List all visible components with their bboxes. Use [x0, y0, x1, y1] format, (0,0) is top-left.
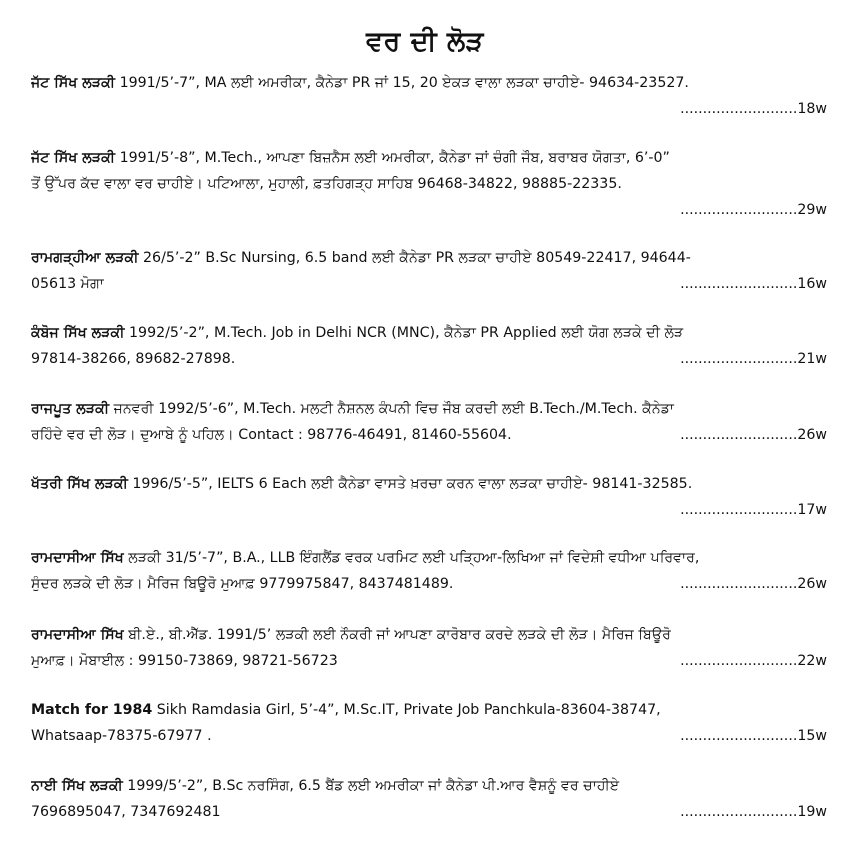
classified-ad: [31, 145, 827, 223]
ad-line: [31, 622, 827, 648]
ad-code: ..........................17w: [680, 502, 827, 518]
ad-code: ..........................26w: [680, 576, 827, 592]
ad-line-2: ਮੁਆਫ਼। ਮੋਬਾਈਲ : 99150-73869, 98721-56723: [31, 653, 338, 669]
ad-heading: Match for 1984: [31, 702, 153, 718]
classified-ad: [31, 245, 827, 297]
ad-line-2: 97814-38266, 89682-27898.: [31, 351, 236, 367]
classified-ad: [31, 545, 827, 597]
ad-text: ਲੜਕੀ 31/5’-7”, B.A., LLB ਇੰਗਲੈਂਡ ਵਰਕ ਪਰਮਿਟ ਲਈ ਪੜ੍ਹਿਆ-ਲਿਖਿਆ ਜਾਂ ਵਿਦੇਸ਼ੀ ਵਧੀਆ ਪਰਿਵਾਰ,: [123, 550, 700, 566]
ad-code: ..........................29w: [680, 202, 827, 218]
ad-line-2: Whatsaap-78375-67977 .: [31, 728, 212, 744]
ad-line: [31, 471, 827, 497]
ad-heading: ਰਾਮਦਾਸੀਆ ਸਿੱਖ: [31, 550, 124, 566]
ad-line-2: ਰਹਿੰਦੇ ਵਰ ਦੀ ਲੋੜ। ਦੁਆਬੇ ਨੂੰ ਪਹਿਲ। Contact : 98776-46491, 81460-55604.: [31, 427, 512, 443]
ad-heading: ਕੰਬੋਜ ਸਿੱਖ ਲੜਕੀ: [31, 325, 125, 341]
ad-code: ..........................21w: [680, 351, 827, 367]
ad-code: ..........................26w: [680, 427, 827, 443]
ad-line: [31, 245, 827, 271]
ad-heading: ਰਾਮਗੜ੍ਹੀਆ ਲੜਕੀ: [31, 250, 139, 266]
ad-heading: ਰਾਜਪੂਤ ਲੜਕੀ: [31, 401, 110, 417]
classified-ad: [31, 773, 827, 825]
ad-line: [31, 545, 827, 571]
ad-line: [31, 70, 827, 96]
classified-ad: [31, 396, 827, 448]
ad-line-2-row: [31, 723, 827, 749]
ad-line-2-row: [31, 648, 827, 674]
ad-line-2: 7696895047, 7347692481: [31, 804, 221, 820]
ad-line-2-row: [31, 571, 827, 597]
ad-code: ..........................16w: [680, 276, 827, 292]
ad-line-2-row: [31, 271, 827, 297]
ad-text: 1999/5’-2”, B.Sc ਨਰਸਿੰਗ, 6.5 ਬੈਂਡ ਲਈ ਅਮਰੀਕਾ ਜਾਂ ਕੈਨੇਡਾ ਪੀ.ਆਰ ਵੈਸ਼ਨੂੰ ਵਰ ਚਾਹੀਏ: [122, 778, 620, 794]
ad-code: ..........................19w: [680, 804, 827, 820]
ad-text: ਬੀ.ਏ., ਬੀ.ਐੱਡ. 1991/5’ ਲੜਕੀ ਲਈ ਨੌਕਰੀ ਜਾਂ ਆਪਣਾ ਕਾਰੋਬਾਰ ਕਰਦੇ ਲੜਕੇ ਦੀ ਲੋੜ। ਮੈਰਿਜ ਬਿਊਰੋ: [123, 627, 671, 643]
ad-line: [31, 145, 827, 171]
ad-line-2-row: [31, 422, 827, 448]
ad-heading: ਰਾਮਦਾਸੀਆ ਸਿੱਖ: [31, 627, 124, 643]
ad-code: ..........................15w: [680, 728, 827, 744]
classified-ad: [31, 320, 827, 372]
ad-text: 1991/5’-8”, M.Tech., ਆਪਣਾ ਬਿਜ਼ਨੈਸ ਲਈ ਅਮਰੀਕਾ, ਕੈਨੇਡਾ ਜਾਂ ਚੰਗੀ ਜੌਬ, ਬਰਾਬਰ ਯੋਗਤਾ, 6’-0”: [115, 150, 670, 166]
ad-line: [31, 320, 827, 346]
classified-ad: [31, 622, 827, 674]
ad-heading: ਜੱਟ ਸਿੱਖ ਲੜਕੀ: [31, 150, 116, 166]
ad-line: [31, 396, 827, 422]
ad-code: ..........................18w: [680, 101, 827, 117]
ad-text: 1996/5’-5”, IELTS 6 Each ਲਈ ਕੈਨੇਡਾ ਵਾਸਤੇ ਖ਼ਰਚਾ ਕਰਨ ਵਾਲਾ ਲੜਕਾ ਚਾਹੀਏ- 98141-32585.: [127, 476, 693, 492]
ad-line-2: 05613 ਮੋਗਾ: [31, 276, 104, 292]
ad-line: [31, 773, 827, 799]
ad-heading: ਨਾਈ ਸਿੱਖ ਲੜਕੀ: [31, 778, 123, 794]
ad-line-2-row: [31, 346, 827, 372]
page-title: ਵਰ ਦੀ ਲੋੜ: [366, 26, 484, 57]
classified-ad: [31, 471, 827, 523]
classified-ad: [31, 70, 827, 122]
classified-ad: [31, 697, 827, 749]
ad-line-2: ਤੋਂ ਉੱਪਰ ਕੱਦ ਵਾਲਾ ਵਰ ਚਾਹੀਏ। ਪਟਿਆਲਾ, ਮੁਹਾਲੀ, ਫ਼ਤਹਿਗੜ੍ਹ ਸਾਹਿਬ 96468-34822, 98885-22335.: [31, 176, 622, 192]
ad-line: [31, 697, 827, 723]
ad-text: Sikh Ramdasia Girl, 5’-4”, M.Sc.IT, Private Job Panchkula-83604-38747,: [152, 702, 661, 718]
ad-text: 1992/5’-2”, M.Tech. Job in Delhi NCR (MNC), ਕੈਨੇਡਾ PR Applied ਲਈ ਯੋਗ ਲੜਕੇ ਦੀ ਲੋੜ: [124, 325, 684, 341]
ad-line-2-row: [31, 799, 827, 825]
ad-heading: ਖੱਤਰੀ ਸਿੱਖ ਲੜਕੀ: [31, 476, 128, 492]
ad-text: 26/5’-2” B.Sc Nursing, 6.5 band ਲਈ ਕੈਨੇਡਾ PR ਲੜਕਾ ਚਾਹੀਏ 80549-22417, 94644-: [138, 250, 691, 266]
ad-text: ਜਨਵਰੀ 1992/5’-6”, M.Tech. ਮਲਟੀ ਨੈਸ਼ਨਲ ਕੰਪਨੀ ਵਿਚ ਜੌਬ ਕਰਦੀ ਲਈ B.Tech./M.Tech. ਕੈਨੇਡਾ: [109, 401, 674, 417]
ad-code: ..........................22w: [680, 653, 827, 669]
ad-text: 1991/5’-7”, MA ਲਈ ਅਮਰੀਕਾ, ਕੈਨੇਡਾ PR ਜਾਂ 15, 20 ਏਕੜ ਵਾਲਾ ਲੜਕਾ ਚਾਹੀਏ- 94634-23527.: [115, 75, 689, 91]
ad-line-2: ਸੁੰਦਰ ਲੜਕੇ ਦੀ ਲੋੜ। ਮੈਰਿਜ ਬਿਊਰੋ ਮੁਆਫ਼ 9779975847, 8437481489.: [31, 576, 454, 592]
ad-heading: ਜੱਟ ਸਿੱਖ ਲੜਕੀ: [31, 75, 116, 91]
